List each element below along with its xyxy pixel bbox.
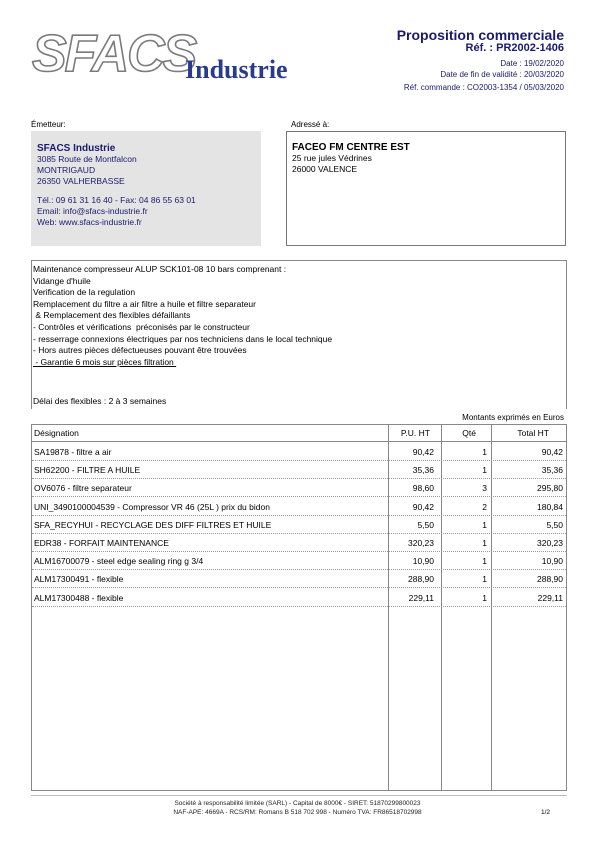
emitter-phone-fax: Tél.: 09 61 31 16 40 - Fax: 04 86 55 63 01 bbox=[37, 195, 196, 205]
description-line: Maintenance compresseur ALUP SCK101-08 10 bars comprenant : bbox=[33, 264, 287, 274]
description-line: Remplacement du filtre a air filtre a huile et filtre separateur bbox=[33, 298, 256, 309]
cell-quantity: 1 bbox=[482, 556, 487, 567]
table-header bbox=[32, 425, 566, 442]
recipient-label: Adressé à: bbox=[291, 120, 330, 129]
cell-unit-price: 35,36 bbox=[412, 465, 434, 476]
company-logo: SFACS bbox=[32, 25, 196, 83]
cell-total: 90,42 bbox=[541, 447, 563, 457]
header-unit-price: P.U. HT bbox=[400, 428, 430, 438]
order-reference: Réf. commande : CO2003-1354 / 05/03/2020 bbox=[403, 83, 564, 92]
cell-quantity: 1 bbox=[482, 574, 487, 585]
recipient-address-line: 25 rue jules Védrines bbox=[292, 153, 372, 163]
table-row bbox=[32, 478, 566, 497]
emitter-address-line: 3085 Route de Montfalcon bbox=[37, 154, 137, 164]
cell-designation: SH62200 - FILTRE A HUILE bbox=[34, 465, 141, 476]
cell-total: 320,23 bbox=[537, 538, 563, 548]
emitter-box bbox=[31, 131, 261, 246]
cell-quantity: 1 bbox=[482, 519, 487, 530]
items-table bbox=[31, 424, 567, 791]
emitter-website: Web: www.sfacs-industrie.fr bbox=[37, 217, 142, 227]
header-total: Total HT bbox=[517, 428, 549, 438]
validity-date: Date de fin de validité : 20/03/2020 bbox=[440, 70, 564, 79]
description-line: & Remplacement des flexibles défaillants bbox=[33, 310, 191, 321]
cell-designation: SFA_RECYHUI - RECYCLAGE DES DIFF FILTRES ET HUILE bbox=[34, 519, 272, 530]
table-row bbox=[32, 515, 566, 534]
table-row bbox=[32, 569, 566, 588]
cell-quantity: 1 bbox=[482, 465, 487, 476]
footer-divider bbox=[31, 795, 567, 796]
emitter-address-line: 26350 VALHERBASSE bbox=[37, 176, 125, 186]
cell-quantity: 3 bbox=[482, 483, 487, 494]
footer-registration-line: NAF-APE: 4669A - RCS/RM: Romans B 518 702 998 - Numéro TVA: FR86518702998 bbox=[173, 809, 422, 816]
cell-quantity: 1 bbox=[482, 592, 487, 603]
warranty-line: - Garantie 6 mois sur pièces filtration bbox=[33, 356, 177, 367]
header-quantity: Qté bbox=[462, 428, 476, 438]
document-date: Date : 19/02/2020 bbox=[500, 59, 564, 68]
recipient-name: FACEO FM CENTRE EST bbox=[292, 142, 410, 153]
delay-note: Délai des flexibles : 2 à 3 semaines bbox=[33, 396, 167, 406]
cell-designation: ALM16700079 - steel edge sealing ring g 3/4 bbox=[34, 556, 204, 567]
company-logo-subtitle: Industrie bbox=[185, 55, 288, 84]
emitter-label: Émetteur: bbox=[31, 120, 66, 129]
cell-unit-price: 5,50 bbox=[417, 519, 434, 530]
cell-total: 288,90 bbox=[537, 574, 563, 585]
emitter-name: SFACS Industrie bbox=[37, 143, 116, 154]
cell-total: 5,50 bbox=[546, 519, 563, 530]
cell-designation: EDR38 - FORFAIT MAINTENANCE bbox=[34, 538, 169, 548]
cell-unit-price: 90,42 bbox=[412, 501, 434, 512]
cell-designation: ALM17300491 - flexible bbox=[34, 574, 124, 585]
document-title: Proposition commerciale bbox=[396, 27, 564, 43]
description-line: - Contrôles et vérifications préconisés par le constructeur bbox=[33, 321, 250, 332]
cell-total: 180,84 bbox=[537, 501, 563, 512]
cell-unit-price: 288,90 bbox=[408, 574, 434, 585]
description-line: Vidange d'huile bbox=[33, 275, 91, 286]
cell-unit-price: 98,60 bbox=[412, 483, 434, 494]
table-row bbox=[32, 460, 566, 479]
cell-designation: SA19878 - filtre a air bbox=[34, 447, 112, 457]
cell-total: 10,90 bbox=[541, 556, 563, 567]
cell-quantity: 1 bbox=[482, 538, 487, 548]
cell-unit-price: 90,42 bbox=[412, 447, 434, 457]
table-row bbox=[32, 442, 566, 461]
cell-total: 229,11 bbox=[537, 592, 563, 603]
emitter-spacer bbox=[37, 187, 261, 195]
emitter-email: Email: info@sfacs-industrie.fr bbox=[37, 206, 148, 216]
header-designation: Désignation bbox=[34, 428, 79, 438]
page-number: 1/2 bbox=[540, 809, 550, 816]
description-line: Verification de la regulation bbox=[33, 287, 136, 298]
table-row bbox=[32, 533, 566, 552]
table-row bbox=[32, 497, 566, 516]
cell-unit-price: 229,11 bbox=[408, 592, 434, 603]
table-row bbox=[32, 588, 566, 607]
cell-quantity: 1 bbox=[482, 447, 487, 457]
recipient-address-line: 26000 VALENCE bbox=[292, 164, 358, 174]
cell-total: 295,80 bbox=[537, 483, 563, 494]
currency-note: Montants exprimés en Euros bbox=[462, 413, 564, 422]
table-row bbox=[32, 551, 566, 570]
recipient-box bbox=[286, 131, 566, 246]
cell-designation: UNI_3490100004539 - Compressor VR 46 (25L ) prix du bidon bbox=[34, 501, 270, 512]
emitter-address-line: MONTRIGAUD bbox=[37, 165, 96, 175]
cell-quantity: 2 bbox=[482, 501, 487, 512]
description-box bbox=[31, 260, 567, 409]
cell-total: 35,36 bbox=[541, 465, 563, 476]
cell-designation: OV6076 - filtre separateur bbox=[34, 483, 132, 494]
cell-unit-price: 10,90 bbox=[412, 556, 434, 567]
cell-unit-price: 320,23 bbox=[408, 538, 434, 548]
description-line: - Hors autres pièces défectueuses pouvant être trouvées bbox=[33, 345, 247, 356]
cell-designation: ALM17300488 - flexible bbox=[34, 592, 124, 603]
footer-legal-line: Société à responsabilité limitée (SARL) - Capital de 8000€ - SIRET: 51870299800023 bbox=[174, 800, 421, 807]
document-reference: Réf. : PR2002-1406 bbox=[465, 42, 564, 54]
description-line: - resserrage connexions électriques par nos techniciens dans le local technique bbox=[33, 333, 333, 344]
